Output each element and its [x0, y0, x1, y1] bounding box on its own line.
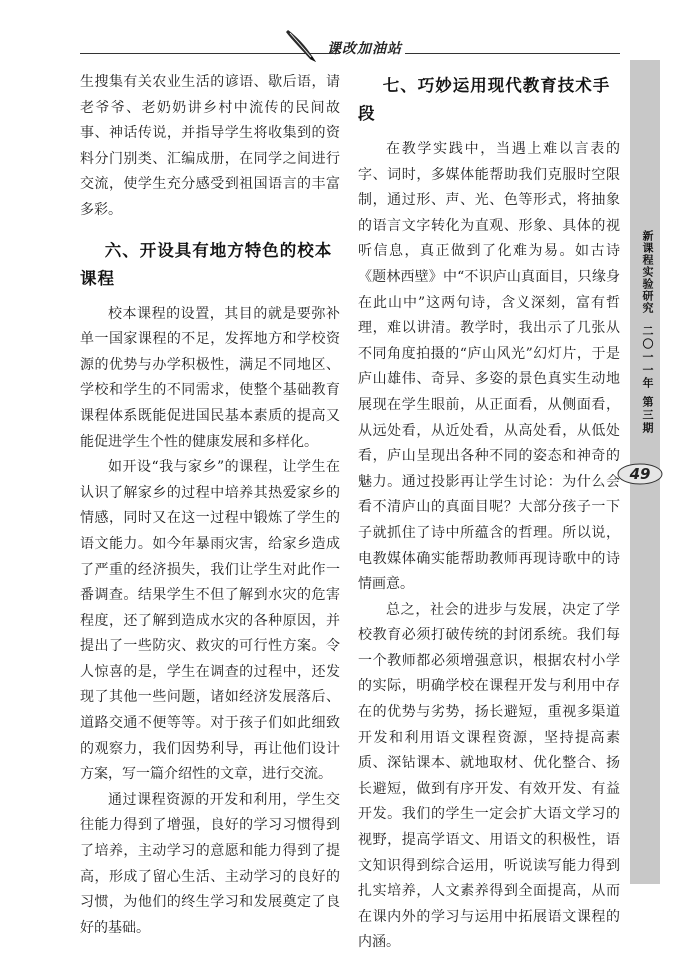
paragraph: 在教学实践中，当遇上难以言表的字、词时，多媒体能帮助我们克服时空限制，通过形、声、光、色等形式，将抽象的语言文字转化为直观、形象、具体的视听信息，真正做到了化难为易。如古诗《题林西壁》中“不识庐山真面目，只缘身在此山中”这两句诗，含义深刻，富有哲理，难以讲清。教学时，我出示了几张从不同角度拍摄的“庐山风光”幻灯片，于是庐山雄伟、奇异、多姿的景色真实生动地展现在学生眼前，从正面看，从侧面看，从远处看，从近处看，从高处看，从低处看，庐山呈现出各种不同的姿态和神奇的魅力。通过投影再让学生讨论：为什么会看不清庐山的真面目呢？大部分孩子一下子就抓住了诗中所蕴含的哲理。所以说，电教媒体确实能帮助教师再现诗歌中的诗情画意。 [358, 141, 620, 593]
header-rule-right [405, 53, 620, 54]
paragraph: 校本课程的设置，其目的就是要弥补单一国家课程的不足，发挥地方和学校资源的优势与办学积极性，满足不同地区、学校和学生的不同需求，使整个基础教育课程体系既能促进国民基本素质的提高又能促进学生个性的健康发展和多样化。 [80, 305, 340, 450]
pen-nib-icon [282, 26, 322, 66]
right-column [358, 72, 620, 956]
paragraph: 通过课程资源的开发和利用，学生交往能力得到了增强，良好的学习习惯得到了培养，主动学习的意愿和能力得到了提高，形成了留心生活、主动学习的良好的习惯，为他们的终生学习和发展奠定了良好的基础。 [80, 791, 340, 936]
paragraph: 总之，社会的进步与发展，决定了学校教育必须打破传统的封闭系统。我们每一个教师都必须增强意识，根据农村小学的实际，明确学校在课程开发与利用中存在的优势与劣势，扬长避短，重视多渠道开发和利用语文课程资源，坚持提高素质、深钻课本、就地取材、优化整合、扬长避短，做到有序开发、有效开发、有益开发。我们的学生一定会扩大语文学习的视野，提高学语文、用语文的积极性，语文知识得到综合运用，听说读写能力得到扎实培养，人文素养得到全面提高，从而在课内外的学习与运用中拓展语文课程的内涵。 [358, 601, 620, 951]
left-column [80, 70, 340, 941]
page-number: 49 [629, 465, 651, 483]
section-heading-6: 六、开设具有地方特色的校本课程 [80, 240, 333, 288]
section-heading-7: 七、巧妙运用现代教育技术手段 [358, 76, 611, 123]
paragraph-continued: 生搜集有关农业生活的谚语、歇后语，请老爷爷、老奶奶讲乡村中流传的民间故事、神话传说，并指导学生将收集到的资料分门别类、汇编成册，在同学之间进行交流，使学生充分感受到祖国语言的丰富多彩。 [80, 74, 340, 218]
issue-date: 二〇一一年 第三期 [641, 325, 654, 435]
header-title: 课改加油站 [327, 41, 402, 57]
journal-name: 新课程实验研究 [641, 230, 654, 314]
paragraph: 如开设“我与家乡”的课程，让学生在认识了解家乡的过程中培养其热爱家乡的情感，同时又在这一过程中锻炼了学生的语文能力。如今年暴雨灾害，给家乡造成了严重的经济损失，我们让学生对此作一番调查。结果学生不但了解到水灾的危害程度，还了解到造成水灾的各种原因，并提出了一些防灾、救灾的可行性方案。令人惊喜的是，学生在调查的过程中，还发现了其他一些问题，诸如经济发展落后、道路交通不便等等。对于孩子们如此细致的观察力，我们因势利导，再让他们设计方案，写一篇介绍性的文章，进行交流。 [80, 459, 340, 783]
